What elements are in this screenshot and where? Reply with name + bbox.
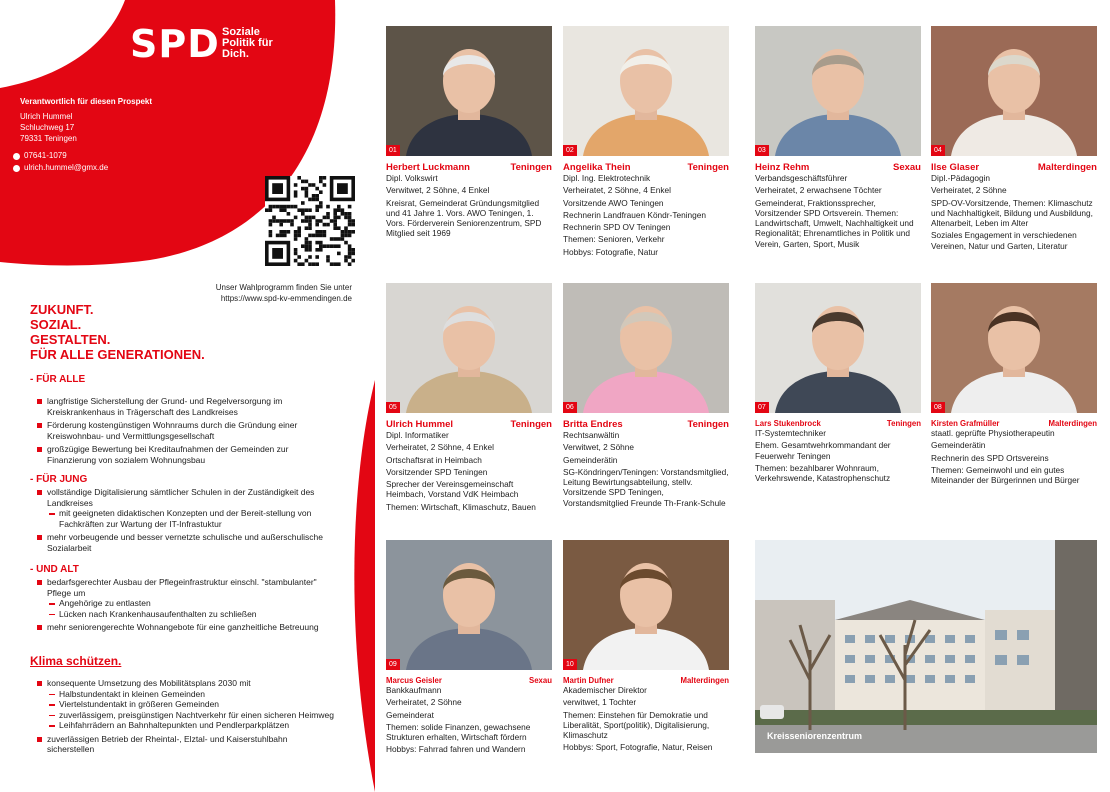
- candidate-info-line: Rechnerin des SPD Ortsvereins: [931, 452, 1049, 463]
- candidate-number: 03: [755, 145, 769, 156]
- candidate-info-line: Hobbys: Fahrrad fahren und Wandern: [386, 744, 526, 755]
- candidate-number: 07: [755, 402, 769, 413]
- candidate-number: 10: [563, 659, 577, 670]
- candidate-place: Teningen: [687, 162, 729, 173]
- portrait: [563, 540, 729, 670]
- candidate-info-line: Themen: Wirtschaft, Klimaschutz, Bauen: [386, 501, 536, 512]
- section-title-klima: Klima schützen.: [30, 654, 122, 668]
- candidate-info-line: Dipl. Ing. Elektrotechnik: [563, 173, 651, 183]
- slogan-line: GESTALTEN.: [30, 332, 111, 347]
- portrait: [931, 26, 1097, 156]
- candidate-number: 05: [386, 402, 400, 413]
- candidate-info-line: Verheiratet, 2 Söhne, 4 Enkel: [563, 185, 671, 196]
- candidate-info: [386, 430, 552, 512]
- candidate-number: 01: [386, 145, 400, 156]
- section-list: [37, 487, 337, 556]
- candidate-info: [386, 173, 552, 239]
- responsible-line: Schluchweg 17: [20, 123, 75, 132]
- candidate-info-line: Ehem. Gesamtwehrkommandant der Feuerwehr Teningen: [755, 440, 891, 461]
- candidate-info-line: Rechtsanwältin: [563, 430, 620, 440]
- sub-bullet: Lücken nach Krankenhausaufenthalten zu schließen: [37, 609, 337, 620]
- candidate-info: [755, 428, 921, 483]
- candidate-name: Heinz Rehm: [755, 162, 810, 173]
- candidate-heading: [931, 162, 1097, 173]
- candidate-info-line: SG-Köndringen/Teningen: Vorstandsmitglied, Leitung Bewirtungsabteilung, stellv. Vorsitzende SPD Teningen, Vorstandsmitglied Freunde Th-Frank-Schule: [563, 466, 729, 508]
- bullet: Förderung kostengünstigen Wohnraums durch die Gründung einer Kreiswohnbau- und Vermittlungsgesellschaft: [37, 420, 337, 441]
- candidate-info-line: Hobbys: Sport, Fotografie, Natur, Reisen: [563, 742, 713, 753]
- candidate-heading: [563, 419, 729, 430]
- candidate-name: Britta Endres: [563, 419, 623, 430]
- candidate-photo: [563, 540, 729, 670]
- candidate-info-line: Ortschaftsrat in Heimbach: [386, 454, 482, 465]
- candidate-place: Teningen: [886, 419, 921, 428]
- white-logo-curve: [0, 0, 140, 95]
- candidate-card: [386, 26, 552, 239]
- candidate-place: Malterdingen: [680, 676, 729, 685]
- portrait: [755, 26, 921, 156]
- portrait: [386, 540, 552, 670]
- responsible-line: 79331 Teningen: [20, 134, 77, 143]
- candidate-heading: [931, 419, 1097, 428]
- section-list: [37, 577, 337, 636]
- candidate-info-line: Verwitwet, 2 Söhne: [563, 442, 635, 453]
- sub-bullet: Halbstundentakt in kleinen Gemeinden: [37, 689, 337, 700]
- section-list: [37, 678, 337, 758]
- phone: 07641-1079: [24, 151, 67, 160]
- candidate-photo: [386, 26, 552, 156]
- bullet: vollständige Digitalisierung sämtlicher Schulen in der Zuständigkeit des Landkreises: [37, 487, 337, 508]
- program-line: Unser Wahlprogramm finden Sie unter: [215, 283, 352, 292]
- candidate-number: 02: [563, 145, 577, 156]
- candidate-info-line: Themen: Einstehen für Demokratie und Liberalität, Sport(politik), Digitalisierung, Klimaschutz: [563, 709, 710, 741]
- candidate-card: [931, 283, 1097, 485]
- candidate-heading: [386, 419, 552, 430]
- candidate-info-line: Themen: solide Finanzen, gewachsene Strukturen erhalten, Wirtschaft fördern: [386, 721, 531, 743]
- candidate-photo: [755, 283, 921, 413]
- candidate-place: Malterdingen: [1048, 419, 1097, 428]
- candidate-card: [931, 26, 1097, 251]
- candidate-info-line: Gemeinderätin: [931, 440, 986, 451]
- candidate-info-line: Verheiratet, 2 Söhne: [931, 185, 1007, 196]
- candidate-photo: [931, 26, 1097, 156]
- tagline-line: Politik für: [222, 37, 273, 49]
- candidate-number: 08: [931, 402, 945, 413]
- candidate-info: [563, 173, 729, 257]
- candidate-info-line: Gemeinderat, Fraktionssprecher, Vorsitzender SPD Ortsverein. Themen: Landwirtschaft, Umwelt, Nachhaltigkeit und Regionalität; Ehrenamtliches in Politik und Verein, Garten, Sport, Musik: [755, 197, 914, 249]
- portrait: [386, 26, 552, 156]
- candidate-info-line: Verwitwet, 2 Söhne, 4 Enkel: [386, 185, 490, 196]
- candidate-name: Martin Dufner: [563, 676, 614, 685]
- candidate-photo: [563, 283, 729, 413]
- candidate-place: Teningen: [687, 419, 729, 430]
- candidate-name: Herbert Luckmann: [386, 162, 470, 173]
- candidate-info-line: Verheiratet, 2 Söhne: [386, 697, 462, 708]
- candidate-card: [563, 26, 729, 257]
- candidate-place: Teningen: [510, 419, 552, 430]
- slogan: [30, 302, 205, 362]
- candidate-info: [755, 173, 921, 249]
- sub-bullet: mit geeigneten didaktischen Konzepten und der Bereit-stellung von Fachkräften zur Wartung der IT-Infrastuktur: [37, 508, 337, 529]
- candidate-info: [386, 685, 552, 755]
- sub-bullet: Angehörige zu entlasten: [37, 598, 337, 609]
- candidate-info-line: Themen: Senioren, Verkehr: [563, 234, 665, 245]
- candidate-card: [386, 283, 552, 512]
- candidate-place: Teningen: [510, 162, 552, 173]
- left-panel: [0, 0, 375, 792]
- candidate-info-line: Vorsitzender SPD Teningen: [386, 466, 488, 477]
- candidate-card: [755, 26, 921, 249]
- candidate-number: 06: [563, 402, 577, 413]
- tagline: [222, 27, 273, 60]
- candidate-info-line: SPD-OV-Vorsitzende, Themen: Klimaschutz und Nachhaltigkeit, Bildung und Ausbildung, Altenarbeit, Leben im Alter: [931, 197, 1093, 229]
- building-caption: Kreisseniorenzentrum: [767, 731, 863, 741]
- candidate-card: [563, 540, 729, 753]
- candidate-heading: [755, 162, 921, 173]
- responsible-line: Ulrich Hummel: [20, 112, 73, 121]
- tagline-line: Dich.: [222, 48, 249, 60]
- section-list: [37, 396, 337, 468]
- candidate-info-line: Dipl. Informatiker: [386, 430, 449, 440]
- email[interactable]: ulrich.hummel@gmx.de: [24, 163, 109, 172]
- bullet: mehr seniorengerechte Wohnangebote für eine ganzheitliche Betreuung: [37, 622, 337, 633]
- candidate-number: 04: [931, 145, 945, 156]
- candidate-heading: [563, 676, 729, 685]
- responsible-block: [20, 96, 152, 144]
- candidate-photo: [931, 283, 1097, 413]
- portrait: [563, 283, 729, 413]
- candidate-info: [563, 685, 729, 753]
- candidate-info-line: Verheiratet, 2 erwachsene Töchter: [755, 185, 882, 196]
- email-icon: [13, 165, 20, 172]
- portrait: [386, 283, 552, 413]
- candidate-info-line: Dipl.-Pädagogin: [931, 173, 991, 183]
- candidate-info: [931, 428, 1097, 485]
- portrait: [563, 26, 729, 156]
- candidate-heading: [563, 162, 729, 173]
- candidate-info-line: Themen: Gemeinwohl und ein gutes Miteinander der Bürgerinnen und Bürger: [931, 464, 1080, 486]
- candidate-heading: [755, 419, 921, 428]
- tagline-line: Soziale: [222, 26, 260, 38]
- bullet: konsequente Umsetzung des Mobilitätsplans 2030 mit: [37, 678, 337, 689]
- contact-block: [13, 150, 108, 174]
- portrait: [931, 283, 1097, 413]
- candidate-info-line: Hobbys: Fotografie, Natur: [563, 246, 658, 257]
- candidate-name: Lars Stukenbrock: [755, 419, 821, 428]
- bullet: bedarfsgerechter Ausbau der Pflegeinfrastruktur einschl. "stambulanter" Pflege um: [37, 577, 337, 598]
- candidate-info-line: Kreisrat, Gemeinderat Gründungsmitglied und 41 Jahre 1. Vors. AWO Teningen, 1. Vors. Förderverein Seniorenzentrum, SPD Mitglied seit 1969: [386, 197, 542, 239]
- sub-bullet: Leihfahrrädern an Bahnhaltepunkten und Pendlerparkplätzen: [37, 720, 337, 731]
- building-illustration: [755, 540, 1097, 753]
- portrait: [755, 283, 921, 413]
- sub-bullet: zuverlässigem, preisgünstigen Nachtverkehr für einen sicheren Heimweg: [37, 710, 337, 721]
- section-title: - UND ALT: [30, 564, 79, 575]
- program-note: [200, 282, 352, 304]
- candidate-info-line: Rechnerin SPD OV Teningen: [563, 222, 671, 233]
- candidate-name: Ulrich Hummel: [386, 419, 454, 430]
- responsible-title: Verantwortlich für diesen Prospekt: [20, 97, 153, 106]
- candidate-photo: [386, 540, 552, 670]
- sub-bullet: Viertelstundentakt in größeren Gemeinden: [37, 699, 337, 710]
- candidate-info-line: Soziales Engagement in verschiedenen Vereinen, Natur und Garten, Literatur: [931, 230, 1077, 251]
- slogan-line: FÜR ALLE GENERATIONEN.: [30, 347, 205, 362]
- candidate-info-line: verwitwet, 1 Tochter: [563, 697, 637, 708]
- candidate-photo: [563, 26, 729, 156]
- candidate-heading: [386, 676, 552, 685]
- candidate-name: Kirsten Grafmüller: [931, 419, 1000, 428]
- building-photo: [755, 540, 1097, 753]
- candidate-info-line: staatl. geprüfte Physiotherapeutin: [931, 428, 1055, 438]
- candidate-name: Angelika Thein: [563, 162, 631, 173]
- program-link[interactable]: https://www.spd-kv-emmendingen.de: [220, 294, 352, 303]
- candidate-name: Ilse Glaser: [931, 162, 980, 173]
- candidate-photo: [386, 283, 552, 413]
- candidate-info-line: Gemeinderat: [386, 709, 434, 720]
- bullet: großzügige Bewertung bei Kreditaufnahmen der Gemeinden zur Finanzierung von sozialem Wohnungsbau: [37, 444, 337, 465]
- section-title: - FÜR JUNG: [30, 474, 88, 485]
- candidate-place: Sexau: [529, 676, 552, 685]
- candidate-info: [931, 173, 1097, 251]
- candidate-info: [563, 430, 729, 508]
- candidate-photo: [755, 26, 921, 156]
- candidate-info-line: Verbandsgeschäftsführer: [755, 173, 848, 183]
- candidate-info-line: Gemeinderätin: [563, 454, 618, 465]
- candidate-info-line: Dipl. Volkswirt: [386, 173, 438, 183]
- candidate-name: Marcus Geisler: [386, 676, 442, 685]
- candidate-place: Sexau: [893, 162, 921, 173]
- candidate-info-line: Akademischer Direktor: [563, 685, 647, 695]
- candidate-info-line: Vorsitzende AWO Teningen: [563, 197, 664, 208]
- candidate-card: [563, 283, 729, 508]
- candidate-info-line: Bankkaufmann: [386, 685, 442, 695]
- candidate-card: [755, 283, 921, 483]
- slogan-line: ZUKUNFT.: [30, 302, 94, 317]
- qr-code[interactable]: [265, 176, 355, 266]
- candidate-number: 09: [386, 659, 400, 670]
- candidate-info-line: Themen: bezahlbarer Wohnraum, Verkehrswende, Katastrophenschutz: [755, 462, 891, 484]
- candidate-info-line: Verheiratet, 2 Söhne, 4 Enkel: [386, 442, 494, 453]
- candidate-info-line: IT-Systemtechniker: [755, 428, 827, 438]
- candidate-card: [386, 540, 552, 755]
- phone-icon: [13, 153, 20, 160]
- section-title: - FÜR ALLE: [30, 374, 86, 385]
- spd-logo: SPD: [130, 22, 220, 66]
- bullet: mehr vorbeugende und besser vernetzte schulische und außerschulische Sozialarbeit: [37, 532, 337, 553]
- candidate-heading: [386, 162, 552, 173]
- bullet: zuverlässigen Betrieb der Rheintal-, Elztal- und Kaiserstuhlbahn sicherstellen: [37, 734, 337, 755]
- candidate-info-line: Rechnerin Landfrauen Köndr-Teningen: [563, 209, 706, 220]
- candidate-place: Malterdingen: [1037, 162, 1097, 173]
- candidate-info-line: Sprecher der Vereinsgemeinschaft Heimbach, Vorstand VdK Heimbach: [386, 479, 519, 500]
- bullet: langfristige Sicherstellung der Grund- und Regelversorgung im Kreiskrankenhaus in Trägerschaft des Landkreises: [37, 396, 337, 417]
- slogan-line: SOZIAL.: [30, 317, 82, 332]
